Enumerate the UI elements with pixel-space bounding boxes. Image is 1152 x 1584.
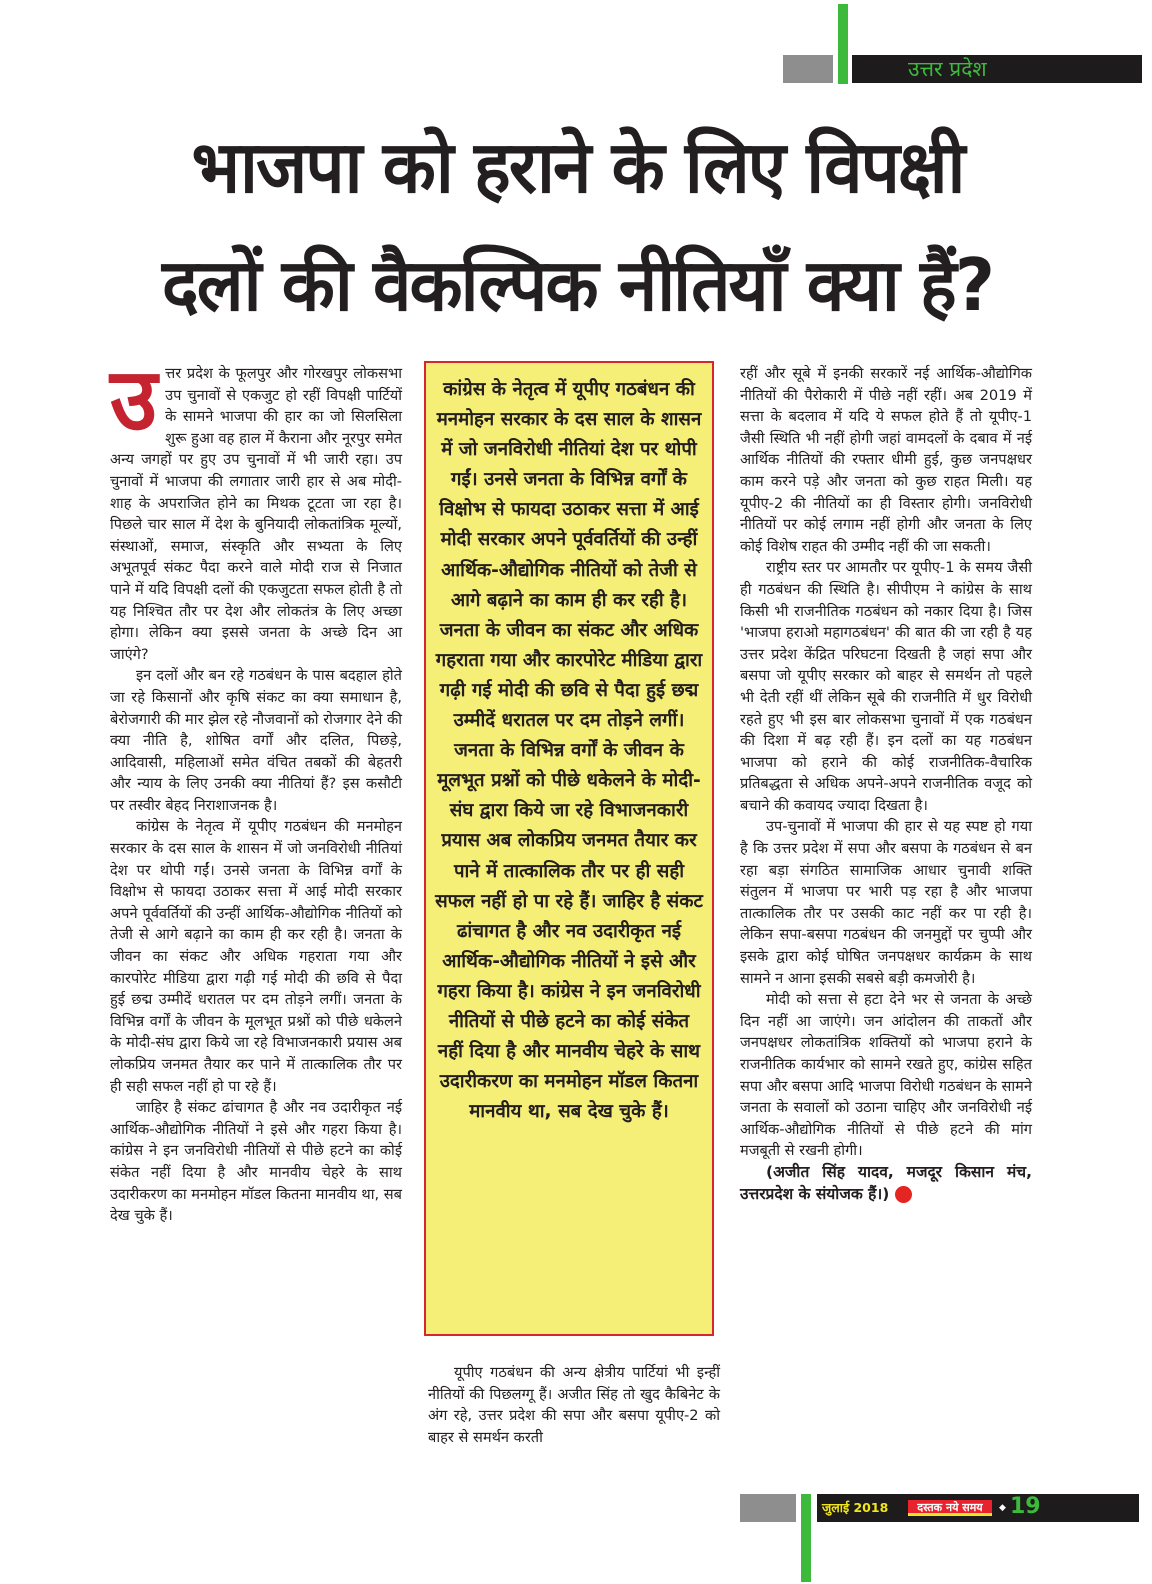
- pull-quote-text: कांग्रेस के नेतृत्व में यूपीए गठबंधन की मनमोहन सरकार के दस साल के शासन में जो जनविरोधी नीतियां देश पर थोपी गईं। उनसे जनता के विभिन्न वर्गों के विक्षोभ से फायदा उठाकर सत्ता में आई मोदी सरकार अपने पूर्ववर्तियों की उन्हीं आर्थिक-औद्योगिक नीतियों को तेजी से आगे बढ़ाने का काम ही कर रही है। जनता के जीवन का संकट और अधिक गहराता गया और कारपोरेट मीडिया द्वारा गढ़ी गई मोदी की छवि से पैदा हुई छद्म उम्मीदें धरातल पर दम तोड़ने लगीं। जनता के विभिन्न वर्गों के जीवन के मूलभूत प्रश्नों को पीछे धकेलने के मोदी-संघ द्वारा किये जा रहे विभाजनकारी प्रयास अब लोकप्रिय जनमत तैयार कर पाने में तात्कालिक तौर पर ही सही सफल नहीं हो पा रहे हैं। जाहिर है संकट ढांचागत है और नव उदारीकृत नई आर्थिक-औद्योगिक नीतियों ने इसे और गहरा किया है। कांग्रेस ने इन जनविरोधी नीतियों से पीछे हटने का कोई संकेत नहीं दिया है और मानवीय चेहरे के साथ उदारीकरण का मनमोहन मॉडल कितना मानवीय था, सब देख चुके हैं।: [435, 379, 703, 1123]
- issue-date: जुलाई 2018: [822, 1500, 889, 1515]
- paragraph: कांग्रेस के नेतृत्व में यूपीए गठबंधन की मनमोहन सरकार के दस साल के शासन में जो जनविरोधी नीतियां देश पर थोपी गईं। उनसे जनता के विभिन्न वर्गों के विक्षोभ से फायदा उठाकर सत्ता में आई मोदी सरकार अपने पूर्ववर्तियों की उन्हीं आर्थिक-औद्योगिक नीतियों को तेजी से आगे बढ़ाने का काम ही कर रही है। जनता के जीवन का संकट और अधिक गहराता गया और कारपोरेट मीडिया द्वारा गढ़ी गई मोदी की छवि से पैदा हुई छद्म उम्मीदें धरातल पर दम तोड़ने लगीं। जनता के विभिन्न वर्गों के जीवन के मूलभूत प्रश्नों को पीछे धकेलने के मोदी-संघ द्वारा किये जा रहे विभाजनकारी प्रयास अब लोकप्रिय जनमत तैयार कर पाने में तात्कालिक तौर पर ही सही सफल नहीं हो पा रहे हैं।: [110, 818, 402, 1095]
- headline-line-2: दलों की वैकल्पिक नीतियाँ क्या हैं?: [161, 243, 994, 327]
- paragraph: उप-चुनावों में भाजपा की हार से यह स्पष्ट हो गया है कि उत्तर प्रदेश में सपा और बसपा के गठबंधन से बन रहा बड़ा संगठित सामाजिक आधार चुनावी शक्ति संतुलन में भाजपा पर भारी पड़ रहा है और भाजपा तात्कालिक तौर पर उसकी काट नहीं कर पा रही है। लेकिन सपा-बसपा गठबंधन की जनमुद्दों पर चुप्पी और इसके द्वारा कोई घोषित जनपक्षधर कार्यक्रम के साथ सामने न आना इसकी सबसे बड़ी कमजोरी है।: [740, 818, 1032, 987]
- footer-green-bar: [801, 1494, 811, 1582]
- paragraph-text: त्तर प्रदेश के फूलपुर और गोरखपुर लोकसभा उप चुनावों से एकजुट हो रहीं विपक्षी पार्टियों के सामने भाजपा की हार का जो सिलसिला शुरू हुआ वह हाल में कैराना और नूरपुर समेत अन्य जगहों पर हुए उप चुनावों में भी जारी रहा। उप चुनावों में भाजपा की लगातार जारी हार से अब मोदी-शाह के अपराजित होने का मिथक टूटता जा रहा है। पिछले चार साल में देश के बुनियादी लोकतांत्रिक मूल्यों, संस्थाओं, समाज, संस्कृति और सभ्यता के लिए अभूतपूर्व संकट पैदा करने वाले मोदी राज से निजात पाने में यदि विपक्षी दलों की एकजुटता सफल होती है तो यह निश्चित तौर पर देश और लोकतंत्र के लिए अच्छा होगा। लेकिन क्या इससे जनता के अच्छे दिन आ जाएंगे?: [110, 365, 402, 663]
- diamond-separator-icon: ◆: [999, 1503, 1006, 1513]
- pull-quote-box: [424, 361, 714, 1336]
- paragraph: यूपीए गठबंधन की अन्य क्षेत्रीय पार्टियां भी इन्हीं नीतियों की पिछलग्गू हैं। अजीत सिंह तो खुद कैबिनेट के अंग रहे, उत्तर प्रदेश की सपा और बसपा यूपीए-2 को बाहर से समर्थन करती: [428, 1364, 720, 1446]
- header-green-bar: [838, 4, 848, 84]
- paragraph: जाहिर है संकट ढांचागत है और नव उदारीकृत नई आर्थिक-औद्योगिक नीतियों ने इसे और गहरा किया है। कांग्रेस ने इन जनविरोधी नीतियों से पीछे हटने का कोई संकेत नहीं दिया है और मानवीय चेहरे के साथ उदारीकरण का मनमोहन मॉडल कितना मानवीय था, सब देख चुके हैं।: [110, 1099, 402, 1225]
- header-gray-block: [783, 55, 833, 83]
- paragraph: [110, 350, 402, 665]
- article-column-middle: [428, 1362, 720, 1448]
- end-mark-icon: [895, 1186, 912, 1203]
- page-number: 19: [1010, 1494, 1041, 1519]
- paragraph: राष्ट्रीय स्तर पर आमतौर पर यूपीए-1 के समय जैसी ही गठबंधन की स्थिति है। सीपीएम ने कांग्रेस के साथ किसी भी राजनीतिक गठबंधन को नकार दिया है। जिस 'भाजपा हराओ महागठबंधन' की बात की जा रही है यह उत्तर प्रदेश केंद्रित परिघटना दिखती है जहां सपा और बसपा जो यूपीए सरकार को बाहर से समर्थन तो पहले भी देती रहीं थीं लेकिन सूबे की राजनीति में धुर विरोधी रहते हुए भी इस बार लोकसभा चुनावों में एक गठबंधन की दिशा में बढ़ रही हैं। इन दलों का यह गठबंधन भाजपा को हराने की कोई राजनीतिक-वैचारिक प्रतिबद्धता से अधिक अपने-अपने राजनीतिक वजूद को बचाने की कवायद ज्यादा दिखता है।: [740, 559, 1032, 814]
- article-column-right: [740, 363, 1032, 1205]
- author-signature: [740, 1162, 1032, 1205]
- footer-gray-block: [740, 1494, 796, 1522]
- paragraph: रहीं और सूबे में इनकी सरकारें नई आर्थिक-औद्योगिक नीतियों की पैरोकारी में पीछे नहीं रहीं। अब 2019 में सत्ता के बदलाव में यदि ये सफल होते हैं तो यूपीए-1 जैसी स्थिति भी नहीं होगी जहां वामदलों के दबाव में नई आर्थिक नीतियों की रफ्तार धीमी हुई, कुछ जनपक्षधर काम करने पड़े और जनता को कुछ राहत मिली। यह यूपीए-2 की नीतियों का ही विस्तार होगी। जनविरोधी नीतियों पर कोई लगाम नहीं होगी और जनता के लिए कोई विशेष राहत की उम्मीद नहीं की जा सकती।: [740, 365, 1032, 555]
- section-label: उत्तर प्रदेश: [908, 57, 987, 81]
- magazine-logo: दस्तक नये समय: [908, 1500, 992, 1516]
- paragraph: इन दलों और बन रहे गठबंधन के पास बदहाल होते जा रहे किसानों और कृषि संकट का क्या समाधान है, बेरोजगारी की मार झेल रहे नौजवानों को रोजगार देने की क्या नीति है, शोषित वर्गों और दलित, पिछड़े, आदिवासी, महिलाओं समेत वंचित तबकों की बेहतरी और न्याय के लिए उनकी क्या नीतियां हैं? इस कसौटी पर तस्वीर बेहद निराशाजनक है।: [110, 667, 402, 814]
- headline-line-1: भाजपा को हराने के लिए विपक्षी: [191, 125, 964, 209]
- headline: [124, 108, 1031, 344]
- dropcap: उ: [110, 350, 158, 450]
- paragraph: मोदी को सत्ता से हटा देने भर से जनता के अच्छे दिन नहीं आ जाएंगे। जन आंदोलन की ताकतों और जनपक्षधर लोकतांत्रिक शक्तियों को भाजपा हराने के राजनीतिक कार्यभार को सामने रखते हुए, कांग्रेस सहित सपा और बसपा आदि भाजपा विरोधी गठबंधन के सामने जनता के सवालों को उठाना चाहिए और जनविरोधी नई आर्थिक-औद्योगिक नीतियों से पीछे हटने की मांग मजबूती से रखनी होगी।: [740, 991, 1032, 1160]
- signature-text: (अजीत सिंह यादव, मजदूर किसान मंच, उत्तरप्रदेश के संयोजक हैं।): [740, 1162, 1032, 1203]
- header-black-band: [852, 55, 1142, 83]
- article-column-left: [110, 350, 402, 1227]
